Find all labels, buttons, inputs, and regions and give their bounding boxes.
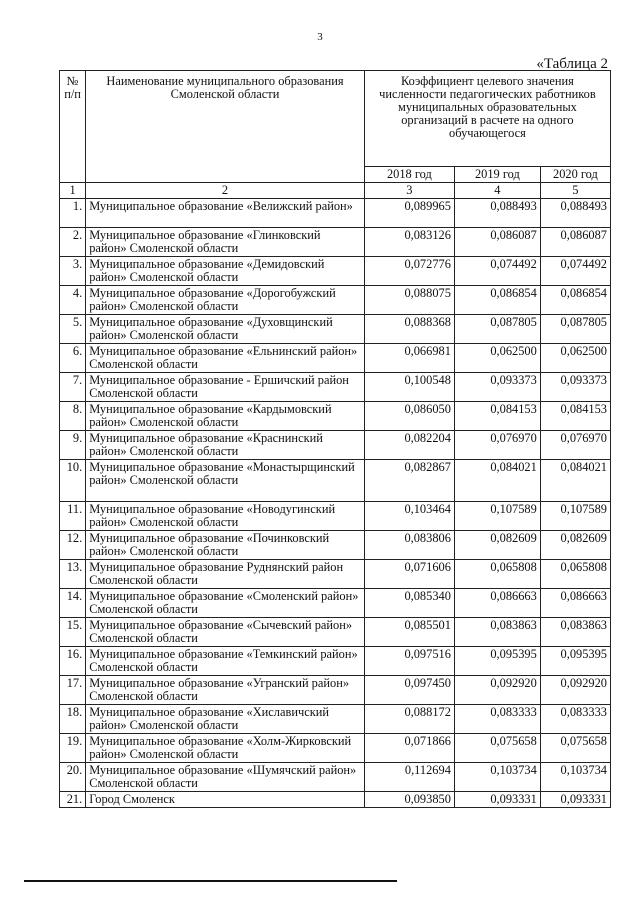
coefficient-2018: 0,086050 bbox=[364, 402, 454, 431]
table-row bbox=[60, 315, 611, 344]
coefficient-2020: 0,084021 bbox=[540, 460, 610, 502]
coefficient-2018: 0,066981 bbox=[364, 344, 454, 373]
coefficient-2018: 0,082204 bbox=[364, 431, 454, 460]
coefficient-2019: 0,086087 bbox=[454, 228, 540, 257]
table-row bbox=[60, 344, 611, 373]
column-index-3: 3 bbox=[364, 183, 454, 199]
municipality-name: Муниципальное образование «Темкинский район» Смоленской области bbox=[86, 647, 365, 676]
table-row bbox=[60, 531, 611, 560]
coefficient-2019: 0,083333 bbox=[454, 705, 540, 734]
row-number: 11. bbox=[60, 502, 86, 531]
coefficient-2019: 0,065808 bbox=[454, 560, 540, 589]
row-number: 4. bbox=[60, 286, 86, 315]
row-number: 20. bbox=[60, 763, 86, 792]
column-index-row bbox=[60, 183, 611, 199]
municipality-name: Муниципальное образование «Монастырщинский район» Смоленской области bbox=[86, 460, 365, 502]
coefficient-2020: 0,084153 bbox=[540, 402, 610, 431]
coefficient-2020: 0,093331 bbox=[540, 792, 610, 808]
coefficient-2019: 0,086663 bbox=[454, 589, 540, 618]
table-row bbox=[60, 618, 611, 647]
coefficient-2018: 0,071866 bbox=[364, 734, 454, 763]
header-col-name: Наименование муниципального образования Смоленской области bbox=[86, 71, 365, 183]
coefficient-2019: 0,076970 bbox=[454, 431, 540, 460]
municipality-name: Муниципальное образование «Угранский район» Смоленской области bbox=[86, 676, 365, 705]
row-number: 16. bbox=[60, 647, 86, 676]
coefficient-2018: 0,083126 bbox=[364, 228, 454, 257]
coefficient-2020: 0,095395 bbox=[540, 647, 610, 676]
row-number: 18. bbox=[60, 705, 86, 734]
coefficient-2019: 0,093373 bbox=[454, 373, 540, 402]
coefficient-2020: 0,086663 bbox=[540, 589, 610, 618]
table-row bbox=[60, 792, 611, 808]
table-row bbox=[60, 502, 611, 531]
table-row bbox=[60, 286, 611, 315]
table-row bbox=[60, 199, 611, 228]
header-col-num: № п/п bbox=[60, 71, 86, 183]
table-row bbox=[60, 460, 611, 502]
coefficient-2019: 0,093331 bbox=[454, 792, 540, 808]
column-index-1: 1 bbox=[60, 183, 86, 199]
coefficient-2018: 0,071606 bbox=[364, 560, 454, 589]
municipality-name: Муниципальное образование Руднянский район Смоленской области bbox=[86, 560, 365, 589]
row-number: 13. bbox=[60, 560, 86, 589]
row-number: 15. bbox=[60, 618, 86, 647]
municipality-name: Муниципальное образование «Новодугинский район» Смоленской области bbox=[86, 502, 365, 531]
coefficient-2018: 0,112694 bbox=[364, 763, 454, 792]
coefficient-2018: 0,083806 bbox=[364, 531, 454, 560]
row-number: 8. bbox=[60, 402, 86, 431]
municipality-name: Муниципальное образование «Починковский район» Смоленской области bbox=[86, 531, 365, 560]
coefficient-2019: 0,086854 bbox=[454, 286, 540, 315]
municipality-name: Муниципальное образование «Шумячский район» Смоленской области bbox=[86, 763, 365, 792]
table-row bbox=[60, 228, 611, 257]
municipality-name: Муниципальное образование «Кардымовский район» Смоленской области bbox=[86, 402, 365, 431]
table-row bbox=[60, 647, 611, 676]
municipality-name: Муниципальное образование «Духовщинский район» Смоленской области bbox=[86, 315, 365, 344]
municipality-name: Муниципальное образование «Холм-Жирковский район» Смоленской области bbox=[86, 734, 365, 763]
municipality-name: Муниципальное образование «Краснинский район» Смоленской области bbox=[86, 431, 365, 460]
coefficient-2019: 0,084153 bbox=[454, 402, 540, 431]
coefficient-2019: 0,092920 bbox=[454, 676, 540, 705]
header-year-2018: 2018 год bbox=[364, 167, 454, 183]
column-index-4: 4 bbox=[454, 183, 540, 199]
municipality-name: Муниципальное образование «Глинковский район» Смоленской области bbox=[86, 228, 365, 257]
coefficient-2019: 0,103734 bbox=[454, 763, 540, 792]
table-row bbox=[60, 257, 611, 286]
coefficient-2018: 0,072776 bbox=[364, 257, 454, 286]
coefficient-2018: 0,088075 bbox=[364, 286, 454, 315]
coefficient-2020: 0,082609 bbox=[540, 531, 610, 560]
table-row bbox=[60, 763, 611, 792]
coefficient-2019: 0,088493 bbox=[454, 199, 540, 228]
coefficient-2019: 0,082609 bbox=[454, 531, 540, 560]
municipality-name: Муниципальное образование «Ельнинский район» Смоленской области bbox=[86, 344, 365, 373]
table-row bbox=[60, 676, 611, 705]
coefficient-2019: 0,107589 bbox=[454, 502, 540, 531]
coefficient-2018: 0,085501 bbox=[364, 618, 454, 647]
bottom-rule bbox=[24, 880, 397, 882]
coefficient-2020: 0,092920 bbox=[540, 676, 610, 705]
header-year-2019: 2019 год bbox=[454, 167, 540, 183]
coefficient-2018: 0,103464 bbox=[364, 502, 454, 531]
table-row bbox=[60, 431, 611, 460]
coefficient-table bbox=[59, 70, 611, 808]
header-year-2020: 2020 год bbox=[540, 167, 610, 183]
table-row bbox=[60, 373, 611, 402]
row-number: 14. bbox=[60, 589, 86, 618]
coefficient-2018: 0,085340 bbox=[364, 589, 454, 618]
coefficient-2019: 0,087805 bbox=[454, 315, 540, 344]
coefficient-2020: 0,103734 bbox=[540, 763, 610, 792]
coefficient-2020: 0,065808 bbox=[540, 560, 610, 589]
municipality-name: Город Смоленск bbox=[86, 792, 365, 808]
coefficient-2020: 0,086854 bbox=[540, 286, 610, 315]
coefficient-2020: 0,075658 bbox=[540, 734, 610, 763]
header-row bbox=[60, 71, 611, 167]
coefficient-2020: 0,088493 bbox=[540, 199, 610, 228]
coefficient-2019: 0,062500 bbox=[454, 344, 540, 373]
coefficient-2020: 0,083863 bbox=[540, 618, 610, 647]
coefficient-2020: 0,086087 bbox=[540, 228, 610, 257]
coefficient-2018: 0,097450 bbox=[364, 676, 454, 705]
municipality-name: Муниципальное образование - Ершичский район Смоленской области bbox=[86, 373, 365, 402]
row-number: 2. bbox=[60, 228, 86, 257]
municipality-name: Муниципальное образование «Демидовский район» Смоленской области bbox=[86, 257, 365, 286]
column-index-5: 5 bbox=[540, 183, 610, 199]
coefficient-2019: 0,095395 bbox=[454, 647, 540, 676]
row-number: 3. bbox=[60, 257, 86, 286]
header-col-coefficient: Коэффициент целевого значения численности педагогических работников муниципальных образовательных организаций в расчете на одного обучающегося bbox=[364, 71, 610, 167]
row-number: 10. bbox=[60, 460, 86, 502]
coefficient-2020: 0,107589 bbox=[540, 502, 610, 531]
row-number: 6. bbox=[60, 344, 86, 373]
table-row bbox=[60, 734, 611, 763]
table-label: «Таблица 2 bbox=[536, 56, 608, 72]
municipality-name: Муниципальное образование «Велижский район» bbox=[86, 199, 365, 228]
row-number: 1. bbox=[60, 199, 86, 228]
coefficient-2018: 0,088172 bbox=[364, 705, 454, 734]
municipality-name: Муниципальное образование «Смоленский район» Смоленской области bbox=[86, 589, 365, 618]
coefficient-2018: 0,093850 bbox=[364, 792, 454, 808]
municipality-name: Муниципальное образование «Хиславичский район» Смоленской области bbox=[86, 705, 365, 734]
coefficient-2019: 0,084021 bbox=[454, 460, 540, 502]
municipality-name: Муниципальное образование «Дорогобужский район» Смоленской области bbox=[86, 286, 365, 315]
row-number: 19. bbox=[60, 734, 86, 763]
column-index-2: 2 bbox=[86, 183, 365, 199]
page-number: 3 bbox=[317, 31, 323, 43]
coefficient-2019: 0,083863 bbox=[454, 618, 540, 647]
coefficient-2020: 0,083333 bbox=[540, 705, 610, 734]
coefficient-2019: 0,075658 bbox=[454, 734, 540, 763]
coefficient-2018: 0,082867 bbox=[364, 460, 454, 502]
coefficient-2020: 0,093373 bbox=[540, 373, 610, 402]
row-number: 21. bbox=[60, 792, 86, 808]
row-number: 17. bbox=[60, 676, 86, 705]
coefficient-2020: 0,062500 bbox=[540, 344, 610, 373]
row-number: 12. bbox=[60, 531, 86, 560]
coefficient-2020: 0,087805 bbox=[540, 315, 610, 344]
coefficient-2018: 0,088368 bbox=[364, 315, 454, 344]
table-row bbox=[60, 589, 611, 618]
coefficient-2019: 0,074492 bbox=[454, 257, 540, 286]
coefficient-2018: 0,100548 bbox=[364, 373, 454, 402]
coefficient-2020: 0,074492 bbox=[540, 257, 610, 286]
coefficient-2020: 0,076970 bbox=[540, 431, 610, 460]
table-row bbox=[60, 402, 611, 431]
row-number: 5. bbox=[60, 315, 86, 344]
municipality-name: Муниципальное образование «Сычевский район» Смоленской области bbox=[86, 618, 365, 647]
row-number: 7. bbox=[60, 373, 86, 402]
coefficient-2018: 0,089965 bbox=[364, 199, 454, 228]
table-row bbox=[60, 705, 611, 734]
coefficient-2018: 0,097516 bbox=[364, 647, 454, 676]
row-number: 9. bbox=[60, 431, 86, 460]
table-row bbox=[60, 560, 611, 589]
